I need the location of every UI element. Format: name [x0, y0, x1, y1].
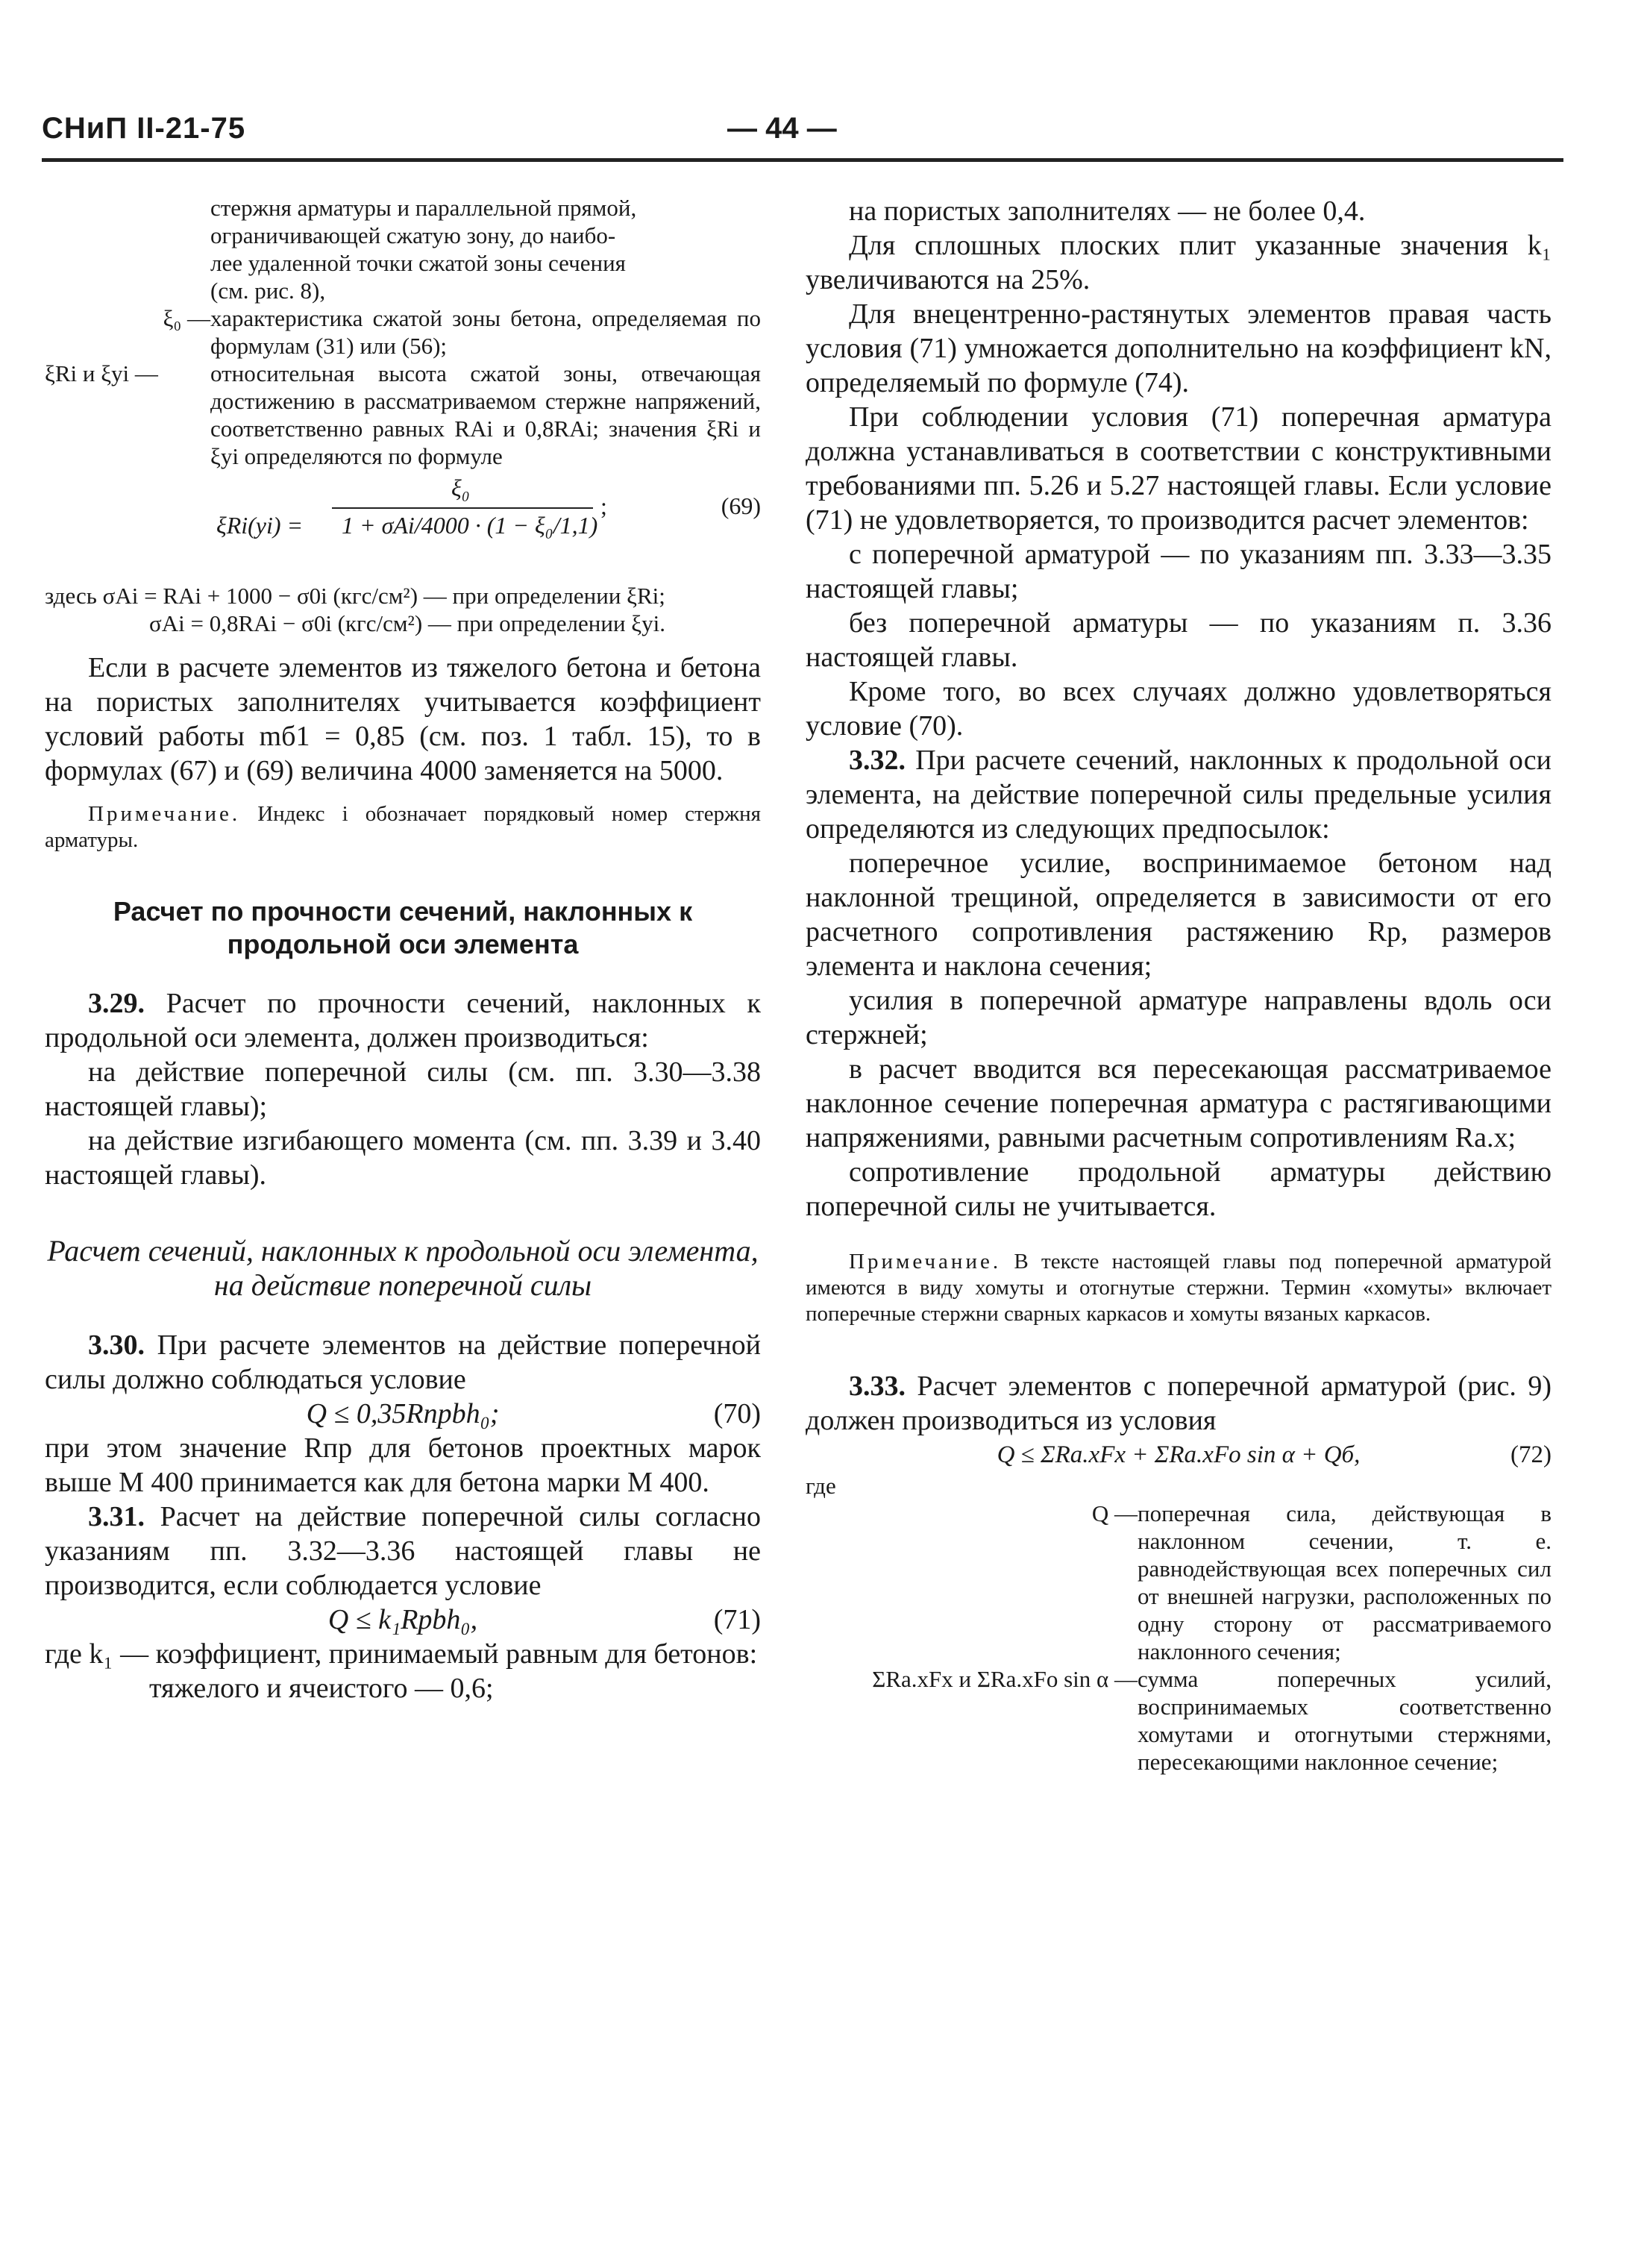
right-column [806, 194, 1552, 1776]
condition-71-paragraph: При соблюдении условия (71) поперечная арматура должна устанавливаться в соответствии с конструктивными требованиями пп. 5.26 и 5.27 настоящей главы. Если условие (71) не удовлетворяется, то производится расчет элементов: [806, 401, 1552, 536]
premise-3: в расчет вводится вся пересекающая рассматриваемое наклонное сечение поперечная арматура с растягивающими напряжениями, равными расчетным сопротивлениям Rа.х; [806, 1053, 1552, 1153]
eccentric-paragraph: Для внецентренно-растянутых элементов правая часть условия (71) умножается дополнительно на коэффициент kN, определяемый по формуле (74). [806, 298, 1552, 398]
left-column [45, 194, 761, 1705]
premise-1: поперечное усилие, воспринимаемое бетоном над наклонной трещиной, определяется в зависимости от его расчетного сопротивления растяжению Rр, размеров элемента и наклона сечения; [806, 848, 1552, 982]
clause-number: 3.33. [849, 1370, 906, 1402]
formula-number: (72) [1510, 1441, 1552, 1468]
note-label: Примечание. [849, 1250, 1002, 1274]
definition-desc: сумма поперечных усилий, воспринимаемых соответственно хомутами и отогнутыми стержнями, пересекающими наклонное сечение; [1138, 1666, 1552, 1775]
k1-heavy-concrete: тяжелого и ячеистого — 0,6; [149, 1673, 494, 1704]
without-rebar-item: без поперечной арматуры — по указаниям п. 3.36 настоящей главы. [806, 607, 1552, 673]
formula-72 [806, 1438, 1552, 1472]
slabs-paragraph: Для сплошных плоских плит указанные значения k₁ увеличиваются на 25%. [806, 230, 1552, 295]
formula-expression: Q ≤ k₁Rрbh₀, [327, 1604, 478, 1635]
paragraph-333 [806, 1369, 1552, 1438]
definition-Q [806, 1500, 1552, 1665]
formula-lhs: ξRi(yi) = [216, 512, 304, 539]
clause-number: 3.29. [88, 988, 145, 1019]
with-rebar-item: с поперечной арматурой — по указаниям пп. 3.33—3.35 настоящей главы; [806, 539, 1552, 604]
paragraph-331 [45, 1500, 761, 1603]
clause-number: 3.31. [88, 1501, 145, 1532]
header-rule [42, 158, 1563, 162]
besides-paragraph: Кроме того, во всех случаях должно удовлетворяться условие (70). [806, 676, 1552, 742]
document-code: СНиП II-21-75 [42, 112, 246, 145]
clause-text: Расчет по прочности сечений, наклонных к продольной оси элемента, должен производиться: [45, 988, 761, 1053]
paragraph-330-after: при этом значение Rпр для бетонов проектных марок выше М 400 принимается как для бетона марки М 400. [45, 1432, 761, 1498]
continued-line-2: ограничивающей сжатую зону, до наибо- [210, 222, 616, 248]
clause-number: 3.30. [88, 1329, 145, 1361]
k1-definition: где k₁ — коэффициент, принимаемый равным для бетонов: [45, 1638, 758, 1670]
formula-semicolon: ; [600, 492, 607, 519]
continued-line-4: (см. рис. 8), [210, 278, 326, 304]
continued-line-3: лее удаленной точки сжатой зоны сечения [210, 250, 626, 276]
formula-70 [45, 1397, 761, 1431]
definition-sum [806, 1665, 1552, 1776]
definition-term: ξRi и ξyi — [45, 360, 158, 386]
formula-expression: Q ≤ ΣRа.хFх + ΣRа.хFо sin α + Qб, [997, 1441, 1361, 1468]
note-index [45, 801, 761, 853]
definition-xi0 [45, 304, 761, 360]
note-label: Примечание. [88, 802, 241, 826]
definition-desc: поперечная сила, действующая в наклонном сечении, т. е. равнодействующая всех поперечных сил от внешней нагрузки, расположенных по одну сторону от рассматриваемого наклонного сечения; [1138, 1500, 1552, 1664]
clause-text: При расчете сечений, наклонных к продольной оси элемента, на действие поперечной силы предельные усилия определяются из следующих предпосылок: [806, 745, 1552, 845]
subsection-heading: Расчет сечений, наклонных к продольной оси элемента, на действие поперечной силы [47, 1234, 759, 1302]
paragraph-329-b: на действие изгибающего момента (см. пп. 3.39 и 3.40 настоящей главы). [45, 1125, 761, 1191]
note-transverse-rebar [806, 1249, 1552, 1327]
definition-term: ΣRа.хFх и ΣRа.хFо sin α — [872, 1666, 1138, 1692]
paragraph-330 [45, 1328, 761, 1397]
formula-69 [45, 470, 761, 582]
definition-desc: относительная высота сжатой зоны, отвечающая достижению в рассматриваемом стержне напряжений, соответственно равных RAi и 0,8RAi; значения ξRi и ξyi определяются по формуле [210, 360, 761, 469]
clause-number: 3.32. [849, 745, 906, 776]
where-word: где [806, 1473, 836, 1499]
where-line-1: здесь σAi = RAi + 1000 − σ0i (кгс/см²) — при определении ξRi; [45, 583, 665, 609]
paragraph-4000: Если в расчете элементов из тяжелого бетона и бетона на пористых заполнителях учитывается коэффициент условий работы mб1 = 0,85 (см. поз. 1 табл. 15), то в формулах (67) и (69) величина 4000 заменяется на 5000. [45, 652, 761, 786]
fraction-bar [332, 507, 593, 509]
definition-term: Q — [1091, 1500, 1138, 1526]
formula-number: (71) [713, 1604, 761, 1635]
continued-definition [45, 194, 761, 304]
formula-denominator: 1 + σAi/4000 · (1 − ξ₀/1,1) [342, 512, 598, 539]
definition-xiR [45, 360, 761, 470]
where-line-2: σAi = 0,8RAi − σ0i (кгс/см²) — при определении ξyi. [149, 610, 665, 636]
section-heading: Расчет по прочности сечений, наклонных к продольной оси элемента [113, 896, 693, 959]
premise-2: усилия в поперечной арматуре направлены вдоль оси стержней; [806, 985, 1552, 1050]
premise-4: сопротивление продольной арматуры действию поперечной силы не учитывается. [806, 1156, 1552, 1222]
paragraph-332 [806, 743, 1552, 846]
paragraph-329-a: на действие поперечной силы (см. пп. 3.30—3.38 настоящей главы); [45, 1056, 761, 1122]
page-number: — 44 — [727, 112, 837, 145]
clause-text: Расчет элементов с поперечной арматурой (рис. 9) должен производиться из условия [806, 1370, 1552, 1436]
formula-number: (69) [721, 492, 761, 519]
clause-text: Расчет на действие поперечной силы согласно указаниям пп. 3.32—3.36 настоящей главы не производится, если соблюдается условие [45, 1501, 761, 1601]
paragraph-329 [45, 986, 761, 1055]
clause-text: При расчете элементов на действие поперечной силы должно соблюдаться условие [45, 1329, 761, 1395]
note-text: В тексте настоящей главы под поперечной арматурой имеются в виду хомуты и отогнутые стержни. Термин «хомуты» включает поперечные стержни сварных каркасов и хомуты вязаных каркасов. [806, 1250, 1552, 1326]
note-text: Индекс i обозначает порядковый номер стержня арматуры. [45, 802, 761, 852]
definition-desc: характеристика сжатой зоны бетона, определяемая по формулам (31) или (56); [210, 305, 761, 359]
formula-numerator: ξ₀ [451, 474, 470, 501]
formula-71 [45, 1603, 761, 1637]
formula-expression: Q ≤ 0,35Rпрbh₀; [306, 1398, 500, 1429]
formula-number: (70) [713, 1398, 761, 1429]
porous-aggregate-value: на пористых заполнителях — не более 0,4. [849, 195, 1366, 227]
definition-term: ξ₀ — [163, 305, 210, 331]
continued-line-1: стержня арматуры и параллельной прямой, [210, 195, 637, 221]
